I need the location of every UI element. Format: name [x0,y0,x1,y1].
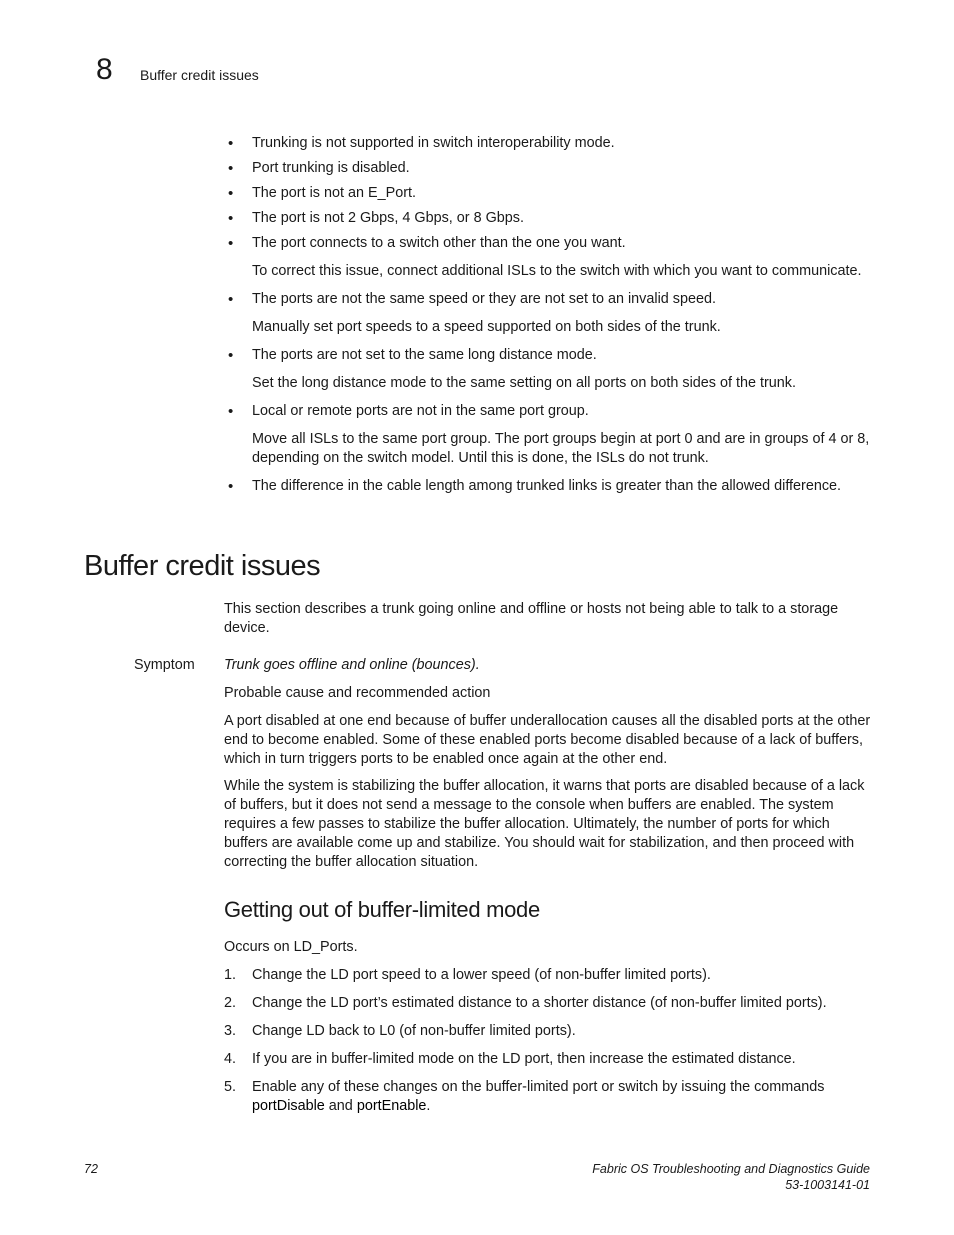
footer-guide-title: Fabric OS Troubleshooting and Diagnostics Guide [592,1162,870,1176]
footer-doc-info [592,1161,870,1193]
list-item: • Trunking is not supported in switch interoperability mode. [226,134,876,153]
step-item: 5. Enable any of these changes on the buffer-limited port or switch by issuing the commands portDisable and portEnable. [224,1079,825,1114]
cause-paragraph-2: While the system is stabilizing the buffer allocation, it warns that ports are disabled because of a lack of buffers, but it does not send a message to the console when buffers are enabled. The system requires a few passes to stabilize the buffer allocation. Ultimately, the number of ports for which buffers are available come up and stabilize. You should wait for stabilization, and then proceed with correcting the buffer allocation situation. [224,778,865,870]
step-item: 1. Change the LD port speed to a lower speed (of non-buffer limited ports). [224,967,711,983]
list-item: • The difference in the cable length among trunked links is greater than the allowed difference. [226,477,876,496]
trunking-causes-list [226,134,876,502]
section-title: Buffer credit issues [84,550,321,582]
command-port-enable: portEnable [356,1098,427,1114]
list-item: • The port is not an E_Port. [226,184,876,203]
step-item: 4. If you are in buffer-limited mode on the LD port, then increase the estimated distance. [224,1051,796,1067]
list-item: • Port trunking is disabled. [226,159,876,178]
page-number: 72 [84,1162,98,1176]
list-item: • The ports are not the same speed or they are not set to an invalid speed. Manually set port speeds to a speed supported on both sides of the trunk. [226,290,876,337]
cause-heading: Probable cause and recommended action [224,685,491,701]
list-item: • The port connects to a switch other than the one you want. To correct this issue, connect additional ISLs to the switch with which you want to communicate. [226,234,876,281]
steps-list [224,966,874,1125]
list-item-note: Set the long distance mode to the same setting on all ports on both sides of the trunk. [252,375,796,391]
footer-doc-number: 53-1003141-01 [785,1178,870,1192]
list-item-note: Move all ISLs to the same port group. The port groups begin at port 0 and are in groups of 4 or 8, depending on the switch model. Until this is done, the ISLs do not trunk. [252,431,870,466]
step-item: 2. Change the LD port’s estimated distance to a shorter distance (of non-buffer limited ports). [224,995,827,1011]
list-item: • Local or remote ports are not in the same port group. Move all ISLs to the same port group. The port groups begin at port 0 and are in groups of 4 or 8, depending on the switch model. Until this is done, the ISLs do not trunk. [226,402,876,468]
symptom-label: Symptom [134,657,195,673]
section-intro: This section describes a trunk going online and offline or hosts not being able to talk to a storage device. [224,601,839,636]
running-header: Buffer credit issues [140,67,259,83]
symptom-text: Trunk goes offline and online (bounces). [224,657,480,673]
cause-paragraph-1: A port disabled at one end because of buffer underallocation causes all the disabled ports at the other end to become enabled. Some of these enabled ports become disabled because of a lack of buffers, which in turn triggers ports to be enabled once again at the other end. [224,713,871,767]
list-item: • The ports are not set to the same long distance mode. Set the long distance mode to the same setting on all ports on both sides of the trunk. [226,346,876,393]
list-item-note: Manually set port speeds to a speed supported on both sides of the trunk. [252,319,721,335]
command-port-disable: portDisable [252,1098,325,1114]
list-item-note: To correct this issue, connect additional ISLs to the switch with which you want to communicate. [252,263,862,279]
occurs-text: Occurs on LD_Ports. [224,939,358,955]
list-item: • The port is not 2 Gbps, 4 Gbps, or 8 Gbps. [226,209,876,228]
chapter-number: 8 [96,53,113,86]
step-item: 3. Change LD back to L0 (of non-buffer limited ports). [224,1023,576,1039]
subsection-title: Getting out of buffer-limited mode [224,897,540,922]
